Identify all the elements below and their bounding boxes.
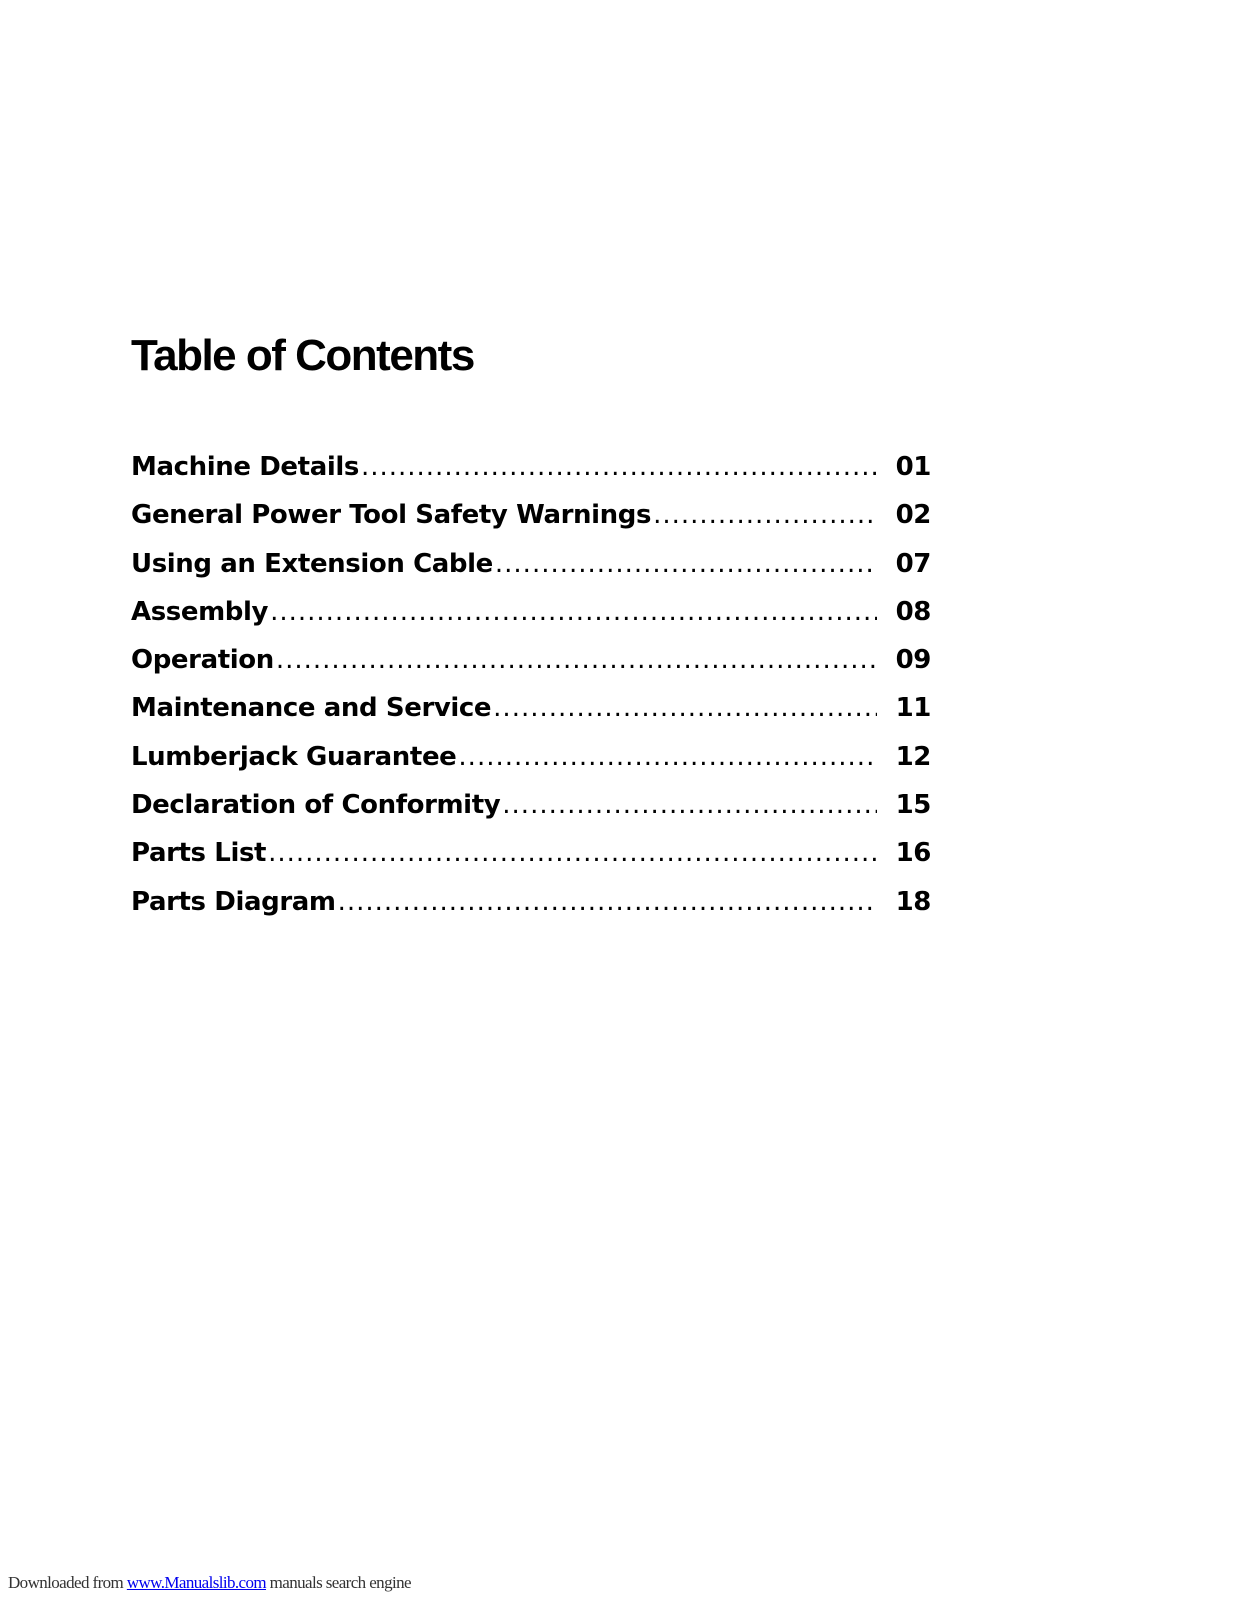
toc-entry-machine-details[interactable] bbox=[131, 452, 931, 500]
toc-entry-label: Parts Diagram bbox=[131, 886, 336, 917]
toc-entry-page-number: 01 bbox=[895, 452, 931, 482]
toc-entry-parts-list[interactable] bbox=[131, 838, 931, 886]
dot-leader bbox=[270, 597, 877, 627]
dot-leader bbox=[361, 452, 877, 482]
dot-leader bbox=[458, 742, 877, 772]
toc-entry-label: Declaration of Conformity bbox=[131, 790, 501, 821]
toc-entry-safety-warnings[interactable] bbox=[131, 500, 931, 548]
toc-entry-label: Parts List bbox=[131, 838, 267, 869]
toc-entry-page-number: 16 bbox=[895, 838, 931, 869]
toc-entry-page-number: 18 bbox=[895, 886, 931, 917]
table-of-contents bbox=[131, 452, 931, 935]
toc-entry-maintenance[interactable] bbox=[131, 693, 931, 741]
toc-entry-page-number: 15 bbox=[895, 790, 931, 821]
dot-leader bbox=[338, 887, 877, 917]
toc-entry-operation[interactable] bbox=[131, 645, 931, 693]
toc-entry-page-number: 02 bbox=[895, 500, 931, 531]
manualslib-link[interactable]: www.Manualslib.com bbox=[126, 1573, 267, 1592]
dot-leader bbox=[493, 693, 877, 723]
toc-entry-parts-diagram[interactable] bbox=[131, 887, 931, 935]
download-footer bbox=[8, 1573, 411, 1593]
dot-leader bbox=[495, 549, 877, 579]
toc-entry-declaration[interactable] bbox=[131, 790, 931, 838]
toc-entry-label: Operation bbox=[131, 645, 274, 676]
toc-entry-page-number: 11 bbox=[895, 693, 931, 724]
toc-entry-page-number: 08 bbox=[895, 596, 931, 627]
toc-entry-page-number: 07 bbox=[895, 548, 931, 579]
toc-entry-assembly[interactable] bbox=[131, 597, 931, 645]
toc-entry-label: Using an Extension Cable bbox=[131, 548, 493, 579]
dot-leader bbox=[276, 645, 877, 675]
dot-leader bbox=[268, 838, 877, 868]
footer-prefix: Downloaded from bbox=[8, 1573, 127, 1592]
toc-entry-label: General Power Tool Safety Warnings bbox=[131, 500, 652, 531]
page-title: Table of Contents bbox=[131, 331, 474, 380]
toc-entry-label: Lumberjack Guarantee bbox=[131, 741, 457, 772]
dot-leader bbox=[502, 790, 877, 820]
toc-entry-label: Assembly bbox=[131, 596, 269, 627]
toc-entry-label: Maintenance and Service bbox=[131, 693, 492, 724]
toc-entry-extension-cable[interactable] bbox=[131, 549, 931, 597]
dot-leader bbox=[653, 500, 877, 530]
toc-entry-guarantee[interactable] bbox=[131, 742, 931, 790]
toc-entry-label: Machine Details bbox=[131, 452, 359, 482]
toc-entry-page-number: 12 bbox=[895, 741, 931, 772]
toc-entry-page-number: 09 bbox=[895, 645, 931, 676]
footer-suffix: manuals search engine bbox=[266, 1573, 411, 1592]
